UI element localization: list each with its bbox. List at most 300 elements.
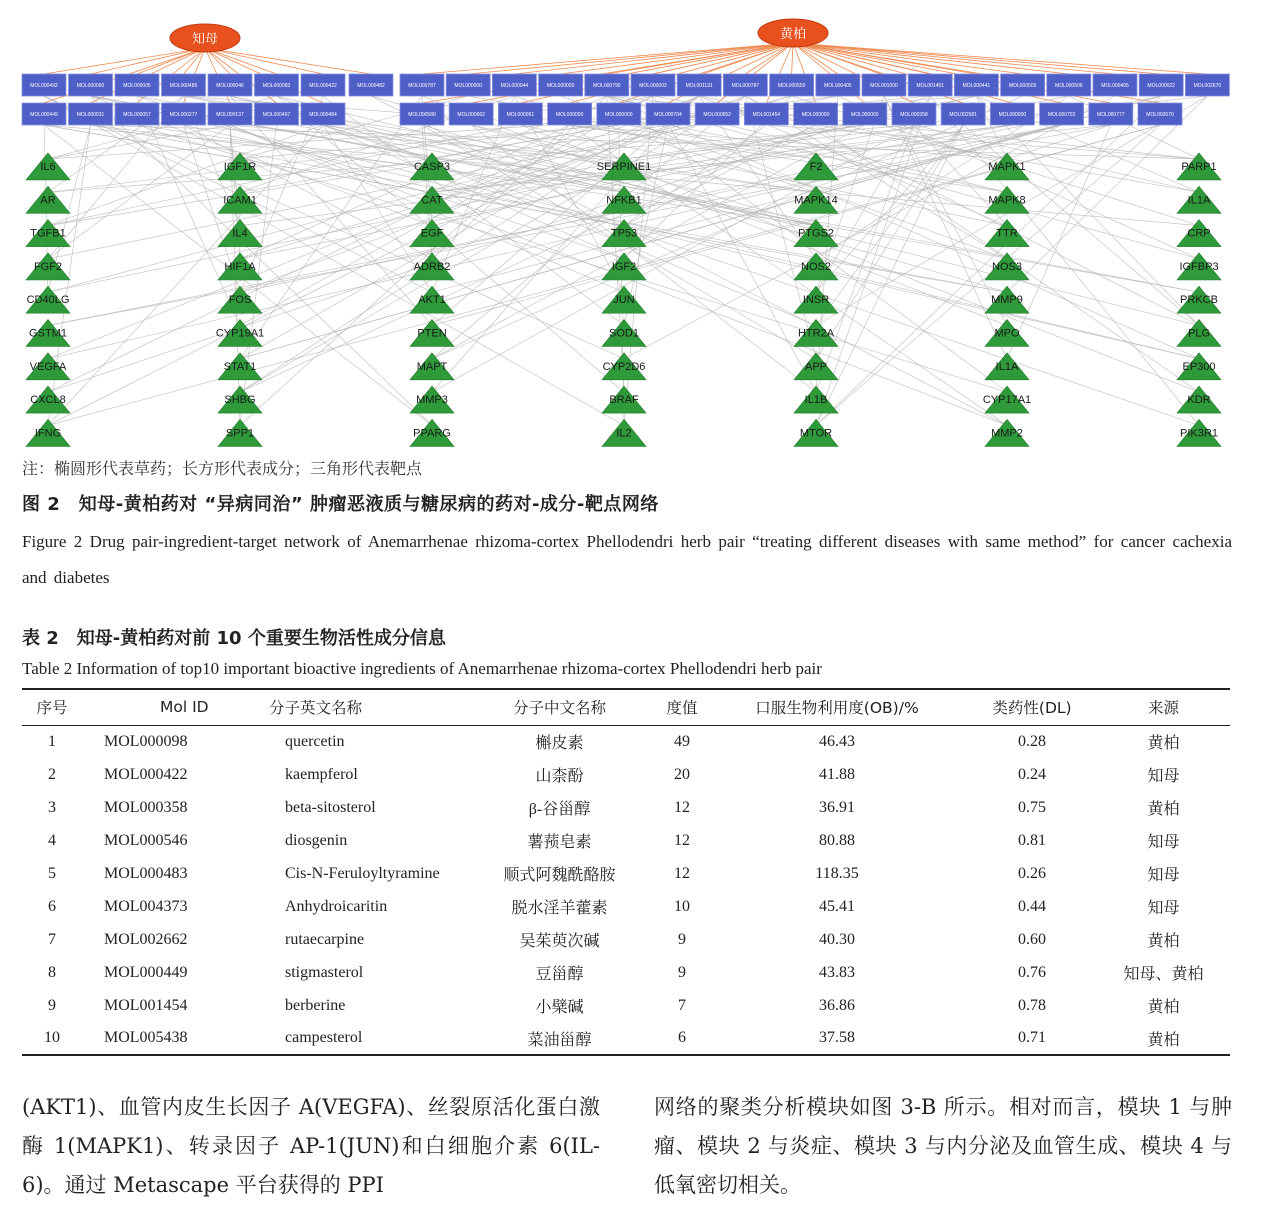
ingredient-label: MOL000057 [123,112,151,118]
table-row [22,989,1230,1022]
cell-chinese-name: β-谷甾醇 [528,801,591,818]
target-label: PPARG [413,427,451,440]
table-row [22,824,1230,857]
cell-ob: 80.88 [819,831,855,849]
target-node [26,220,70,247]
target-label: SHBG [224,394,256,407]
target-label: PLG [1187,327,1211,340]
target-node [794,419,838,446]
table-title-en: Table 2 Information of top10 important bioactive ingredients of Anemarrhenae rhizoma-cortex Phellodendri herb pair [22,659,822,678]
target-label: CRP [1187,227,1211,240]
cell-dl: 0.28 [1018,732,1046,750]
cell-source: 黄柏 [1147,1031,1180,1049]
cell-ob: 37.58 [819,1029,855,1046]
target-node [985,419,1029,446]
target-label: STAT1 [223,360,257,373]
target-label: MMP2 [991,427,1023,440]
cell-index: 5 [48,864,56,882]
cell-index: 8 [48,963,56,981]
target-node [26,153,70,180]
ingredient-label: MOL002670 [1193,83,1222,89]
cell-degree: 49 [674,732,690,750]
target-node [985,353,1029,380]
ingredient-label: MOL000492 [30,83,58,89]
target-node [985,186,1029,213]
target-label: MTOR [799,427,833,440]
ingredient-label: MOL000046 [216,83,244,89]
target-node [985,286,1029,313]
ingredient-node [941,103,985,125]
ingredient-label: MOL000060 [76,83,105,89]
ingredient-node [770,74,814,96]
cell-mol-id: MOL001454 [104,996,188,1014]
target-label: MAPK14 [794,194,838,207]
herb-edge [205,48,323,74]
target-label: IGF2 [611,260,637,273]
target-node [1177,353,1221,380]
cell-degree: 12 [674,798,690,816]
target-label: AKT1 [418,294,446,307]
cell-english-name: Cis-N-Feruloyltyramine [285,864,440,882]
target-node [1177,320,1221,347]
target-label: TP53 [610,227,638,240]
table-row [22,956,1230,989]
cell-english-name: rutaecarpine [285,930,365,948]
cell-source: 知母 [1147,768,1180,785]
cell-index: 6 [48,897,56,915]
cell-english-name: berberine [285,996,346,1014]
cell-index: 2 [48,765,56,783]
ingredient-node [449,103,493,125]
cell-english-name: campesterol [285,1029,363,1046]
ingredient-node [816,74,860,96]
table-row [22,758,1230,791]
ingredient-label: MOL001131 [685,83,713,89]
target-node [602,220,646,247]
figure-title-cn: 图 2 知母-黄柏药对 “异病同治” 肿瘤恶液质与糖尿病的药对-成分-靶点网络 [22,494,659,515]
table-header-row [22,689,1230,725]
cell-mol-id: MOL000483 [104,864,188,882]
cell-dl: 0.71 [1018,1029,1046,1046]
target-label: IFNG [34,427,62,440]
ingredient-label: MOL000652 [703,112,731,118]
target-label: EP300 [1182,360,1216,373]
target-node [26,253,70,280]
target-node [218,153,262,180]
network-figure [0,0,1280,450]
target-label: PARP1 [1181,161,1217,173]
herb-edge [793,43,1207,74]
target-label: CASP3 [413,161,451,173]
ingredient-node [22,103,66,125]
cell-index: 4 [48,831,56,849]
target-node [794,320,838,347]
herb-edge [792,43,793,74]
ingredient-label: MOL000000 [851,112,879,118]
cell-dl: 0.24 [1018,765,1046,783]
cell-chinese-name: 脱水淫羊藿素 [511,900,608,917]
target-label: MAPK1 [988,161,1026,173]
target-label: ADRB2 [413,260,451,273]
ingredient-node [162,103,206,125]
ingredient-label: MOL000137 [216,112,244,118]
target-label: PTEN [417,327,447,340]
cell-source: 知母 [1147,867,1180,884]
herb-nodes [170,19,828,52]
table-row [22,890,1230,923]
cell-mol-id: MOL000546 [104,831,188,849]
cell-degree: 6 [678,1029,686,1046]
target-label: HIF1A [224,260,256,273]
ingredient-node [1047,74,1091,96]
cell-english-name: diosgenin [285,831,348,849]
ingredient-node [646,103,690,125]
target-node [602,353,646,380]
cell-chinese-name: 薯蓣皂素 [527,834,592,851]
target-label: KDR [1187,394,1211,407]
cell-dl: 0.44 [1018,897,1046,915]
ingredient-label: MOL000061 [506,112,535,118]
target-node [602,320,646,347]
ingredient-node [492,74,536,96]
cell-source: 黄柏 [1147,735,1180,753]
cell-degree: 20 [674,765,690,783]
target-node [794,386,838,413]
ingredient-node [162,74,206,96]
ingredient-node [1001,74,1045,96]
cell-degree: 9 [678,963,686,981]
cell-chinese-name: 小檗碱 [535,999,584,1016]
target-label: ICAM1 [223,194,257,207]
target-label: MAPT [416,360,448,373]
target-label: MMP3 [416,394,448,407]
cell-chinese-name: 顺式阿魏酰酪胺 [503,867,616,884]
target-node [983,386,1031,413]
target-node [602,386,646,413]
ingredient-label: MOL000022 [1147,83,1175,89]
target-label: APP [804,360,828,373]
cell-index: 10 [44,1029,60,1046]
ingredient-node [498,103,542,125]
target-label: HTR2A [797,327,835,340]
target-edge [48,96,653,392]
ingredient-label: MOL000484 [309,112,337,118]
cell-ob: 40.30 [819,930,855,948]
target-label: CYP17A1 [982,394,1032,407]
ingredient-label: MOL000405 [824,83,852,89]
cell-english-name: stigmasterol [285,963,364,981]
ingredient-node [301,74,345,96]
target-node [410,386,454,413]
target-node [410,353,454,380]
target-label: INSR [802,294,830,307]
ingredient-label: MOL000083 [262,83,291,89]
cell-mol-id: MOL000098 [104,732,188,750]
ingredient-label: MOL000787 [408,83,436,89]
table-body [22,725,1230,1055]
cell-english-name: kaempferol [285,765,358,783]
target-node [216,320,264,347]
table-row [22,857,1230,890]
ingredient-label: MOL000790 [593,83,621,89]
ingredient-node [548,103,592,125]
ingredient-node [1093,74,1137,96]
target-label: PRKCB [1180,294,1218,307]
ingredient-label: MOL000550 [777,83,806,89]
target-node [1177,253,1221,280]
cell-ob: 43.83 [819,963,855,981]
ingredient-label: MOL000580 [408,112,436,118]
target-label: CYP19A1 [215,327,265,340]
target-node [26,320,70,347]
table-row [22,791,1230,824]
ingredient-label: MOL000482 [357,83,385,89]
target-label: IGFBP3 [1179,260,1219,273]
cell-degree: 12 [674,864,690,882]
target-label: VEGFA [29,360,67,373]
cell-dl: 0.78 [1018,996,1046,1014]
target-label: IL1A [1187,194,1211,207]
table-title-cn: 表 2 知母-黄柏药对前 10 个重要生物活性成分信息 [22,628,446,649]
ingredient-node [400,103,444,125]
cell-degree: 12 [674,831,690,849]
herb-node-huangbo [758,19,828,47]
target-edge [323,125,1199,425]
target-node [602,286,646,313]
ingredients-table [22,688,1230,1056]
cell-ob: 118.35 [815,864,859,882]
ingredient-label: MOL000505 [1008,83,1037,89]
ingredient-label: MOL000787 [731,83,760,89]
ingredient-node [585,74,629,96]
cell-source: 知母、黄柏 [1123,966,1204,983]
target-label: NFKB1 [606,194,642,207]
ingredient-label: MOL000000 [998,112,1027,118]
target-node [26,286,70,313]
cell-english-name: beta-sitosterol [285,798,376,816]
table-row [22,725,1230,758]
ingredient-node [22,74,66,96]
header-source: 来源 [1147,699,1179,718]
herb-node-zhimu [170,24,240,52]
cell-degree: 10 [674,897,690,915]
cell-mol-id: MOL005438 [104,1029,188,1046]
ingredient-label: MOL001454 [752,112,781,118]
target-label: SERPINE1 [596,161,652,173]
target-label: PTGS2 [797,227,835,240]
ingredient-label: MOL000000 [605,112,633,118]
target-label: SOD1 [609,327,639,340]
target-label: MMP9 [991,294,1023,307]
target-label: IGF1R [223,161,257,173]
target-node [1177,386,1221,413]
target-label: CAT [421,194,443,207]
ingredient-node [208,74,252,96]
cell-index: 9 [48,996,56,1014]
cell-degree: 7 [678,996,686,1014]
target-node [1177,419,1221,446]
target-label: IL4 [232,227,248,240]
cell-english-name: quercetin [285,732,345,750]
ingredient-node [400,74,444,96]
ingredient-node [1040,103,1084,125]
target-label: NOS3 [992,260,1022,273]
target-node [26,353,70,380]
ingredient-node [255,74,299,96]
cell-mol-id: MOL000422 [104,765,188,783]
ingredient-node [990,103,1034,125]
header-chinese-name: 分子中文名称 [512,699,606,718]
ingredient-node [115,74,159,96]
ingredient-label: MOL000005 [123,83,151,89]
table-row [22,923,1230,956]
ingredient-label: MOL000000 [801,112,830,118]
target-node [218,419,262,446]
target-label: TTR [996,227,1018,240]
ingredient-node [1139,74,1183,96]
target-node [26,419,70,446]
ingredient-node [695,103,739,125]
target-label: FGF2 [33,260,63,273]
ingredient-label: MOL000405 [1101,83,1129,89]
ingredient-node [539,74,583,96]
ingredient-label: MOL000485 [169,83,198,89]
ingredient-label: MOL000702 [1047,112,1076,118]
target-label: AR [40,194,56,207]
cell-source: 黄柏 [1147,999,1180,1016]
cell-chinese-name: 豆甾醇 [535,966,584,983]
target-node [218,386,262,413]
target-node [410,320,454,347]
target-label: FOS [228,294,252,307]
cell-ob: 45.41 [819,897,855,915]
cell-mol-id: MOL004373 [104,897,188,915]
ingredient-node [794,103,838,125]
header-mol-id: Mol ID [160,698,209,717]
ingredient-label: MOL000467 [262,112,291,118]
target-edge [91,96,433,425]
ingredient-node [723,74,767,96]
ingredient-label: MOL000000 [454,83,482,89]
target-node [218,253,262,280]
ingredient-node [954,74,998,96]
body-text-left: (AKT1)、血管内皮生长因子 A(VEGFA)、丝裂原活化蛋白激酶 1(MAPK1)、转录因子 AP-1(JUN)和白细胞介素 6(IL-6)。通过 Metascape 平台获得的 PPI [22,1095,600,1197]
target-node [218,353,262,380]
body-text-right: 网络的聚类分析模块如图 3-B 所示。相对而言，模块 1 与肿瘤、模块 2 与炎症、模块 3 与内分泌及血管生成、模块 4 与低氧密切相关。 [654,1095,1232,1197]
ingredient-node [631,74,675,96]
cell-index: 1 [48,732,56,750]
target-label: MPO [994,327,1020,340]
ingredient-node [892,103,936,125]
cell-source: 黄柏 [1147,801,1180,818]
cell-chinese-name: 菜油甾醇 [527,1031,592,1049]
target-node [602,419,646,446]
ingredient-node [301,103,345,125]
cell-dl: 0.75 [1018,798,1046,816]
herb-label: 知母 [191,32,219,47]
target-edge [816,125,963,359]
herb-edge [205,48,371,74]
ingredient-label: MOL002670 [1146,112,1174,118]
target-node [1177,220,1221,247]
ingredient-node [843,103,887,125]
cell-source: 黄柏 [1147,933,1180,950]
target-edge [240,125,570,425]
ingredient-node [208,103,252,125]
ingredient-label: MOL001451 [916,83,944,89]
ingredient-label: MOL000044 [500,83,529,89]
target-label: CXCL8 [30,394,66,407]
ingredient-label: MOL000704 [654,112,682,118]
header-dl: 类药性(DL) [992,699,1072,718]
ingredient-node [255,103,299,125]
ingredient-node [744,103,788,125]
target-label: SPP1 [225,427,255,440]
cell-english-name: Anhydroicaritin [285,897,388,915]
target-node [1177,186,1221,213]
target-node [26,386,70,413]
ingredient-node [69,74,113,96]
target-edge [48,125,323,425]
target-node [985,253,1029,280]
ingredient-label: MOL000441 [962,83,991,89]
header-ob: 口服生物利用度(OB)/% [755,699,919,718]
figure-note: 注：椭圆形代表草药；长方形代表成分；三角形代表靶点 [22,459,423,478]
ingredient-node [677,74,721,96]
cell-ob: 36.86 [819,996,855,1014]
herb-edge [793,43,1023,74]
target-label: NOS2 [801,260,831,273]
target-node [794,353,838,380]
target-node [985,153,1029,180]
cell-source: 知母 [1147,900,1180,917]
target-label: JUN [613,294,635,307]
header-english-name: 分子英文名称 [269,699,363,718]
cell-dl: 0.76 [1018,963,1046,981]
ingredient-node [446,74,490,96]
cell-mol-id: MOL000449 [104,963,188,981]
target-label: CYP2D6 [602,360,646,373]
ingredient-node [908,74,952,96]
target-node [410,419,454,446]
target-nodes [26,153,1221,446]
target-label: IL1A [995,360,1019,373]
cell-mol-id: MOL000358 [104,798,188,816]
herb-label: 黄柏 [779,27,807,42]
cell-index: 3 [48,798,56,816]
target-label: F2 [809,161,823,173]
cell-dl: 0.81 [1018,831,1046,849]
ingredient-label: MOL000777 [1097,112,1125,118]
ingredient-label: MOL000422 [309,83,337,89]
ingredient-node [1185,74,1229,96]
herb-edge [561,43,793,74]
ingredient-label: MOL000000 [555,112,584,118]
ingredient-node [1089,103,1133,125]
cell-ob: 46.43 [819,732,855,750]
target-label: EGF [420,227,444,240]
target-label: PIK3R1 [1180,427,1218,440]
target-label: TGFB1 [30,227,66,240]
cell-chinese-name: 槲皮素 [535,735,584,753]
ingredient-label: MOL000002 [639,83,667,89]
ingredient-label: MOL000000 [546,83,575,89]
ingredient-node [69,103,113,125]
header-degree: 度值 [666,699,698,718]
cell-source: 知母 [1147,834,1180,851]
cell-ob: 41.88 [819,765,855,783]
cell-degree: 9 [678,930,686,948]
